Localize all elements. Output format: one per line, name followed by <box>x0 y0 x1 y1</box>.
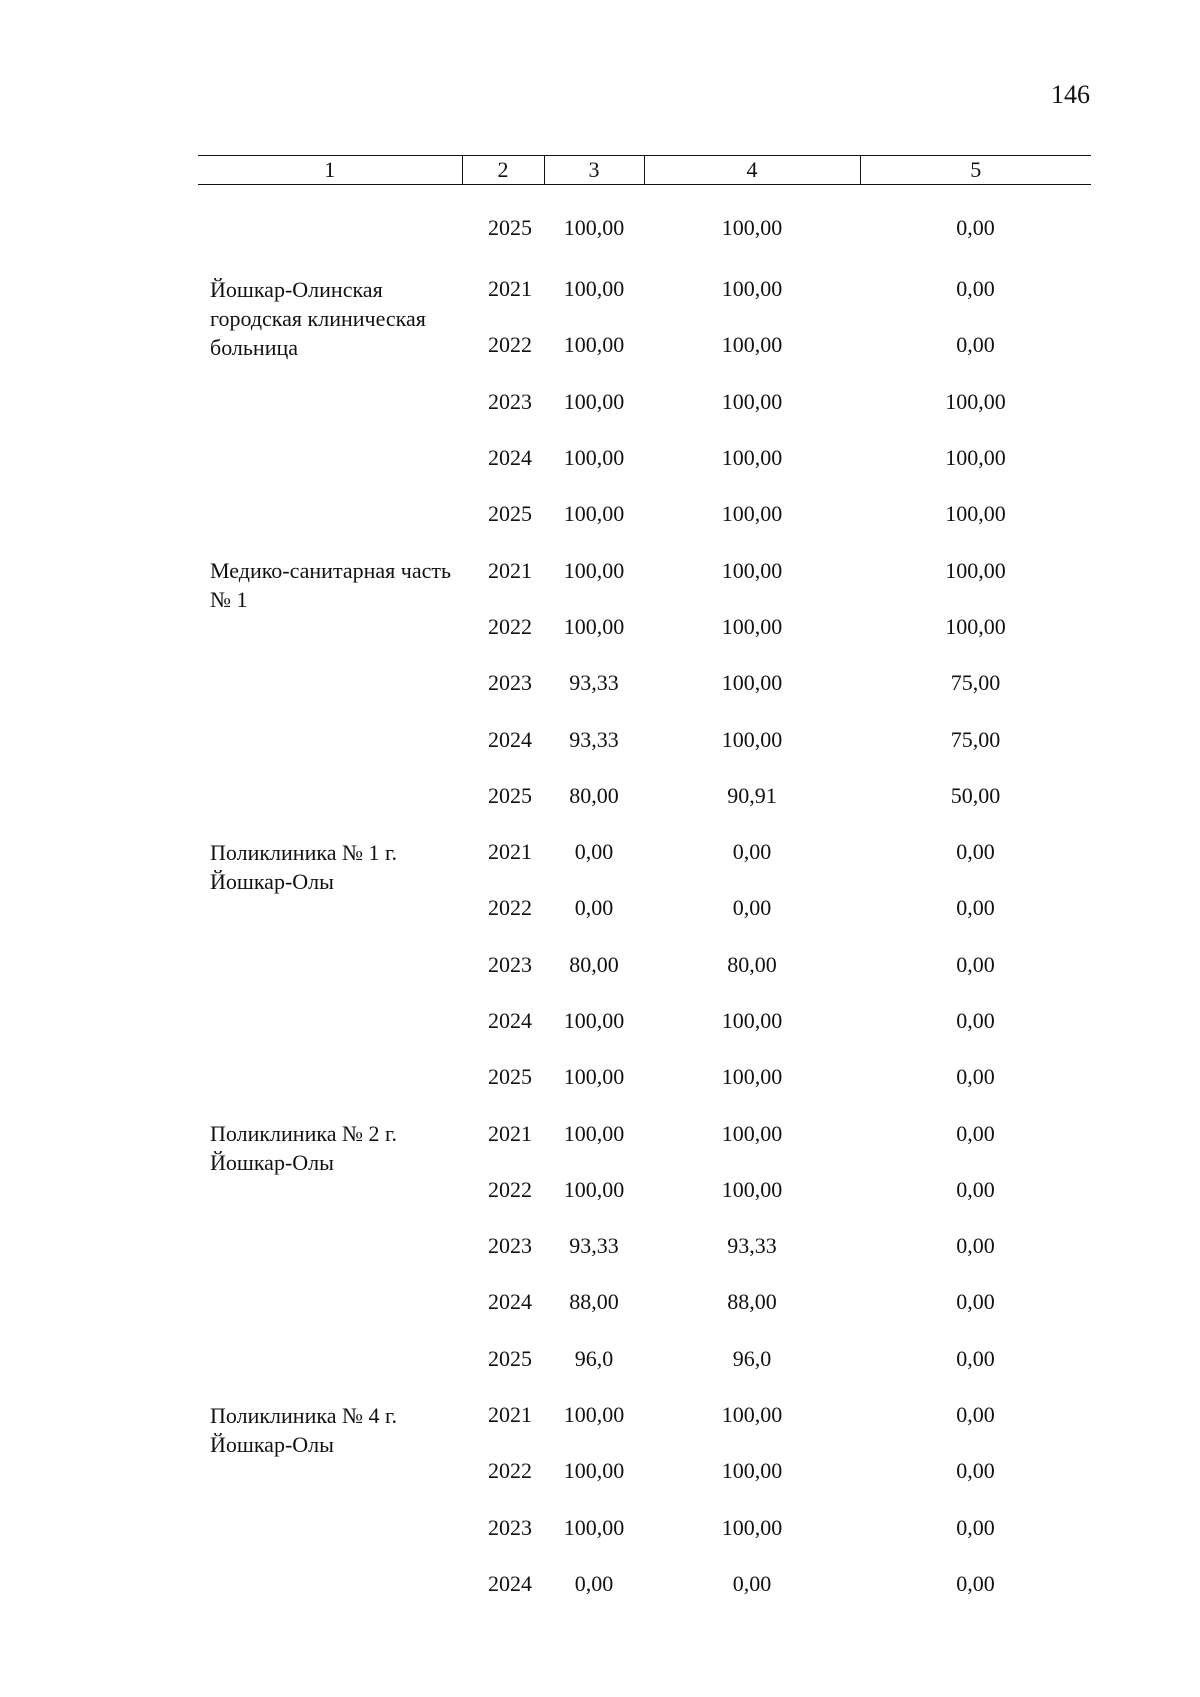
value-cell-col5: 0,00 <box>956 951 995 977</box>
header-row <box>198 156 1091 185</box>
value-cell-col4: 100,00 <box>721 1402 783 1428</box>
value-cell-col5: 0,00 <box>956 1176 995 1202</box>
organization-name: Поликлиника № 4 г. Йошкар-Олы <box>210 1402 397 1457</box>
value-cell-col4: 100,00 <box>721 276 783 302</box>
organization-name: Медико-санитарная часть № 1 <box>210 558 452 613</box>
value-cell-col5: 0,00 <box>956 839 995 865</box>
value-cell-col3: 100,00 <box>563 1008 625 1033</box>
value-cell-col5: 0,00 <box>956 1064 995 1090</box>
page-number: 146 <box>1051 80 1090 109</box>
value-cell-col3: 100,00 <box>563 557 625 583</box>
organization-name: Поликлиника № 2 г. Йошкар-Олы <box>210 1121 397 1176</box>
column-header: 4 <box>644 156 860 185</box>
value-cell-col5: 0,00 <box>956 1120 995 1146</box>
year-cell: 2022 <box>488 613 532 639</box>
value-cell-col4: 0,00 <box>732 1570 772 1596</box>
data-table-container <box>198 155 1091 1612</box>
value-cell-col3: 0,00 <box>574 839 614 865</box>
value-cell-col4: 100,00 <box>721 1458 783 1484</box>
year-cell: 2022 <box>488 895 532 921</box>
year-cell: 2025 <box>488 782 532 808</box>
year-cell: 2021 <box>488 1120 532 1146</box>
value-cell-col5: 0,00 <box>956 1402 995 1428</box>
value-cell-col5: 100,00 <box>945 388 1006 414</box>
table-row <box>198 185 1091 262</box>
year-cell: 2023 <box>488 1233 532 1259</box>
value-cell-col4: 88,00 <box>727 1289 777 1315</box>
value-cell-col4: 93,33 <box>727 1233 777 1259</box>
table-row <box>198 1105 1091 1161</box>
value-cell-col3: 93,33 <box>569 670 619 696</box>
year-cell: 2023 <box>488 670 532 696</box>
year-cell: 2024 <box>488 1570 532 1596</box>
year-cell: 2021 <box>488 839 532 865</box>
value-cell-col5: 100,00 <box>945 613 1006 639</box>
column-header: 2 <box>462 156 544 185</box>
value-cell-col3: 100,00 <box>563 1120 625 1146</box>
organization-name: Йошкар-Олинская городская клиническая больница <box>210 277 426 360</box>
value-cell-col4: 100,00 <box>721 332 783 358</box>
column-header: 3 <box>544 156 644 185</box>
value-cell-col5: 100,00 <box>945 557 1006 583</box>
year-cell: 2024 <box>488 726 532 752</box>
year-cell: 2025 <box>488 1345 532 1371</box>
year-cell: 2024 <box>488 445 532 471</box>
year-cell: 2025 <box>488 215 532 240</box>
value-cell-col3: 88,00 <box>569 1289 619 1315</box>
year-cell: 2022 <box>488 1176 532 1202</box>
table-row <box>198 542 1091 598</box>
value-cell-col5: 100,00 <box>945 445 1006 471</box>
year-cell: 2023 <box>488 1514 532 1540</box>
value-cell-col5: 0,00 <box>956 276 995 302</box>
value-cell-col5: 0,00 <box>956 1008 995 1033</box>
value-cell-col3: 100,00 <box>563 1458 625 1484</box>
value-cell-col4: 100,00 <box>721 1176 783 1202</box>
value-cell-col3: 100,00 <box>563 501 625 527</box>
value-cell-col3: 100,00 <box>563 613 625 639</box>
year-cell: 2021 <box>488 1402 532 1428</box>
value-cell-col3: 100,00 <box>563 332 625 358</box>
value-cell-col3: 100,00 <box>563 215 625 240</box>
value-cell-col5: 0,00 <box>956 332 995 358</box>
value-cell-col4: 100,00 <box>721 613 783 639</box>
value-cell-col3: 96,0 <box>574 1345 614 1371</box>
value-cell-col3: 93,33 <box>569 726 619 752</box>
table-header <box>198 156 1091 185</box>
column-header: 5 <box>860 156 1091 185</box>
value-cell-col4: 80,00 <box>727 951 777 977</box>
table-row <box>198 824 1091 880</box>
value-cell-col4: 100,00 <box>721 388 783 414</box>
table-row <box>198 1387 1091 1443</box>
value-cell-col4: 100,00 <box>721 726 783 752</box>
value-cell-col5: 75,00 <box>950 670 1001 696</box>
table-body <box>198 185 1091 1613</box>
value-cell-col3: 93,33 <box>569 1233 619 1259</box>
value-cell-col4: 100,00 <box>721 1064 783 1090</box>
value-cell-col4: 100,00 <box>721 670 783 696</box>
value-cell-col3: 100,00 <box>563 1514 625 1540</box>
year-cell: 2023 <box>488 388 532 414</box>
data-table <box>198 155 1091 1612</box>
value-cell-col5: 0,00 <box>956 1345 995 1371</box>
year-cell: 2025 <box>488 501 532 527</box>
value-cell-col3: 100,00 <box>563 276 625 302</box>
value-cell-col4: 100,00 <box>721 215 783 240</box>
year-cell: 2022 <box>488 1458 532 1484</box>
year-cell: 2022 <box>488 332 532 358</box>
value-cell-col5: 0,00 <box>956 215 995 240</box>
value-cell-col3: 80,00 <box>569 951 619 977</box>
value-cell-col4: 100,00 <box>721 1120 783 1146</box>
value-cell-col5: 50,00 <box>950 782 1001 808</box>
year-cell: 2024 <box>488 1289 532 1315</box>
organization-name <box>198 185 462 262</box>
value-cell-col5: 0,00 <box>956 1458 995 1484</box>
value-cell-col4: 96,0 <box>732 1345 772 1371</box>
value-cell-col3: 80,00 <box>569 782 619 808</box>
value-cell-col4: 0,00 <box>732 839 772 865</box>
value-cell-col3: 100,00 <box>563 388 625 414</box>
value-cell-col5: 0,00 <box>956 1570 995 1596</box>
value-cell-col4: 100,00 <box>721 1008 783 1033</box>
year-cell: 2021 <box>488 557 532 583</box>
value-cell-col3: 100,00 <box>563 1176 625 1202</box>
year-cell: 2021 <box>488 276 532 302</box>
value-cell-col5: 0,00 <box>956 1233 995 1259</box>
value-cell-col5: 75,00 <box>950 726 1001 752</box>
value-cell-col3: 100,00 <box>563 1064 625 1090</box>
column-header: 1 <box>198 156 462 185</box>
value-cell-col3: 100,00 <box>563 445 625 471</box>
value-cell-col4: 100,00 <box>721 501 783 527</box>
value-cell-col4: 100,00 <box>721 1514 783 1540</box>
year-cell: 2024 <box>488 1008 532 1033</box>
value-cell-col5: 0,00 <box>956 895 995 921</box>
value-cell-col5: 100,00 <box>945 501 1006 527</box>
value-cell-col3: 100,00 <box>563 1402 625 1428</box>
year-cell: 2025 <box>488 1064 532 1090</box>
year-cell: 2023 <box>488 951 532 977</box>
value-cell-col4: 0,00 <box>732 895 772 921</box>
table-row <box>198 261 1091 317</box>
value-cell-col5: 0,00 <box>956 1514 995 1540</box>
value-cell-col4: 100,00 <box>721 445 783 471</box>
organization-name: Поликлиника № 1 г. Йошкар-Олы <box>210 839 397 894</box>
value-cell-col5: 0,00 <box>956 1289 995 1315</box>
value-cell-col4: 90,91 <box>727 782 777 808</box>
value-cell-col4: 100,00 <box>721 557 783 583</box>
value-cell-col3: 0,00 <box>574 895 614 921</box>
value-cell-col3: 0,00 <box>574 1570 614 1596</box>
